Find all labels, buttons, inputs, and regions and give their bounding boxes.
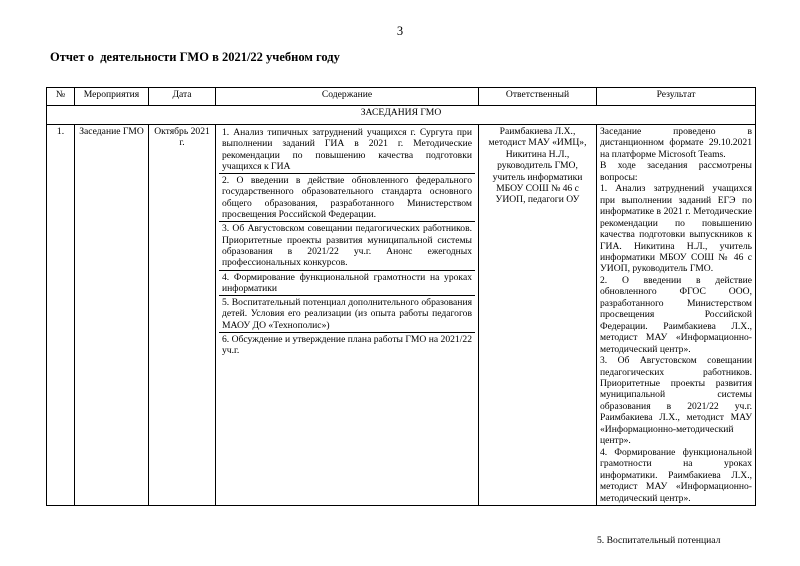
content-subitem-row: [219, 333, 475, 358]
column-header-event: Мероприятия: [75, 88, 149, 106]
content-subitem: 2. О введении в действие обновленного федерального государственного образовательного стандарта основного общего образования, разработанного Министерством просвещения Российской Федерации.: [219, 174, 475, 222]
content-subitem: 3. Об Августовском совещании педагогических работников. Приоритетные проекты развития муниципальной системы образования в 2021/22 уч.г. Анонс ежегодных профессиональных конкурсов.: [219, 222, 475, 270]
content-subitem-row: [219, 174, 475, 222]
content-subitem: 5. Воспитательный потенциал дополнительного образования детей. Условия его реализации (из опыта работы педагогов МАОУ ДО «Технополис»): [219, 296, 475, 333]
column-header-content: Содержание: [216, 88, 479, 106]
result-paragraph: 1. Анализ затруднений учащихся при выполнении заданий ЕГЭ по информатике в 2021 г. Методические рекомендации по повышению качества подготовки выпускников к ГИА. Никитина Н.Л., учитель информатики МБОУ СОШ № 46 с УИОП, руководитель ГМО.: [600, 183, 752, 275]
row-result-cell: [597, 125, 756, 506]
result-paragraph: 3. Об Августовском совещании педагогических работников. Приоритетные проекты развития муниципальной системы образования в 2021/22 уч.г. Раимбакиева Л.Х., методист МАУ «Информационно-методический центр».: [600, 355, 752, 447]
row-number-cell: 1.: [47, 125, 75, 506]
section-banner-row: [47, 106, 756, 125]
content-subitem: 4. Формирование функциональной грамотности на уроках информатики: [219, 270, 475, 296]
content-subitems-table: [219, 126, 475, 358]
table-header-row: [47, 88, 756, 106]
table-row: [47, 125, 756, 506]
row-responsible-cell: Раимбакиева Л.Х., методист МАУ «ИМЦ», Никитина Н.Л., руководитель ГМО, учитель информатики МБОУ СОШ № 46 с УИОП, педагоги ОУ: [479, 125, 597, 506]
row-date-cell: Октябрь 2021 г.: [149, 125, 216, 506]
table-header: [47, 88, 756, 106]
result-paragraph: В ходе заседания рассмотрены вопросы:: [600, 160, 752, 183]
content-subitem: 1. Анализ типичных затруднений учащихся г. Сургута при выполнении заданий ГИА в 2021 г. Методические рекомендации по повышению качества подготовки учащихся к ГИА: [219, 126, 475, 174]
result-overflow-text: 5. Воспитательный потенциал: [597, 535, 721, 546]
column-header-result: Результат: [597, 88, 756, 106]
content-subitem-row: [219, 270, 475, 296]
section-banner-cell: ЗАСЕДАНИЯ ГМО: [47, 106, 756, 125]
column-header-number: №: [47, 88, 75, 106]
column-header-responsible: Ответственный: [479, 88, 597, 106]
result-text-block: [600, 126, 752, 504]
row-content-cell: [216, 125, 479, 506]
result-paragraph: 4. Формирование функциональной грамотности на уроках информатики. Раимбакиева Л.Х., методист МАУ «Информационно-методический центр».: [600, 446, 752, 504]
report-table-container: [46, 87, 755, 506]
row-event-cell: Заседание ГМО: [75, 125, 149, 506]
column-header-date: Дата: [149, 88, 216, 106]
content-subitem-row: [219, 222, 475, 270]
report-table: [46, 87, 756, 506]
result-paragraph: 2. О введении в действие обновленного ФГОС ООО, разработанного Министерством просвещения Российской Федерации. Раимбакиева Л.Х., методист МАУ «Информационно-методический центр».: [600, 274, 752, 355]
content-subitem-row: [219, 296, 475, 333]
document-title: Отчет о деятельности ГМО в 2021/22 учебном году: [50, 50, 340, 64]
content-subitem-row: [219, 126, 475, 174]
page-number: 3: [396, 24, 404, 38]
result-paragraph: Заседание проведено в дистанционном формате 29.10.2021 на платформе Microsoft Teams.: [600, 126, 752, 160]
content-subitem: 6. Обсуждение и утверждение плана работы ГМО на 2021/22 уч.г.: [222, 334, 472, 357]
table-body: [47, 106, 756, 506]
